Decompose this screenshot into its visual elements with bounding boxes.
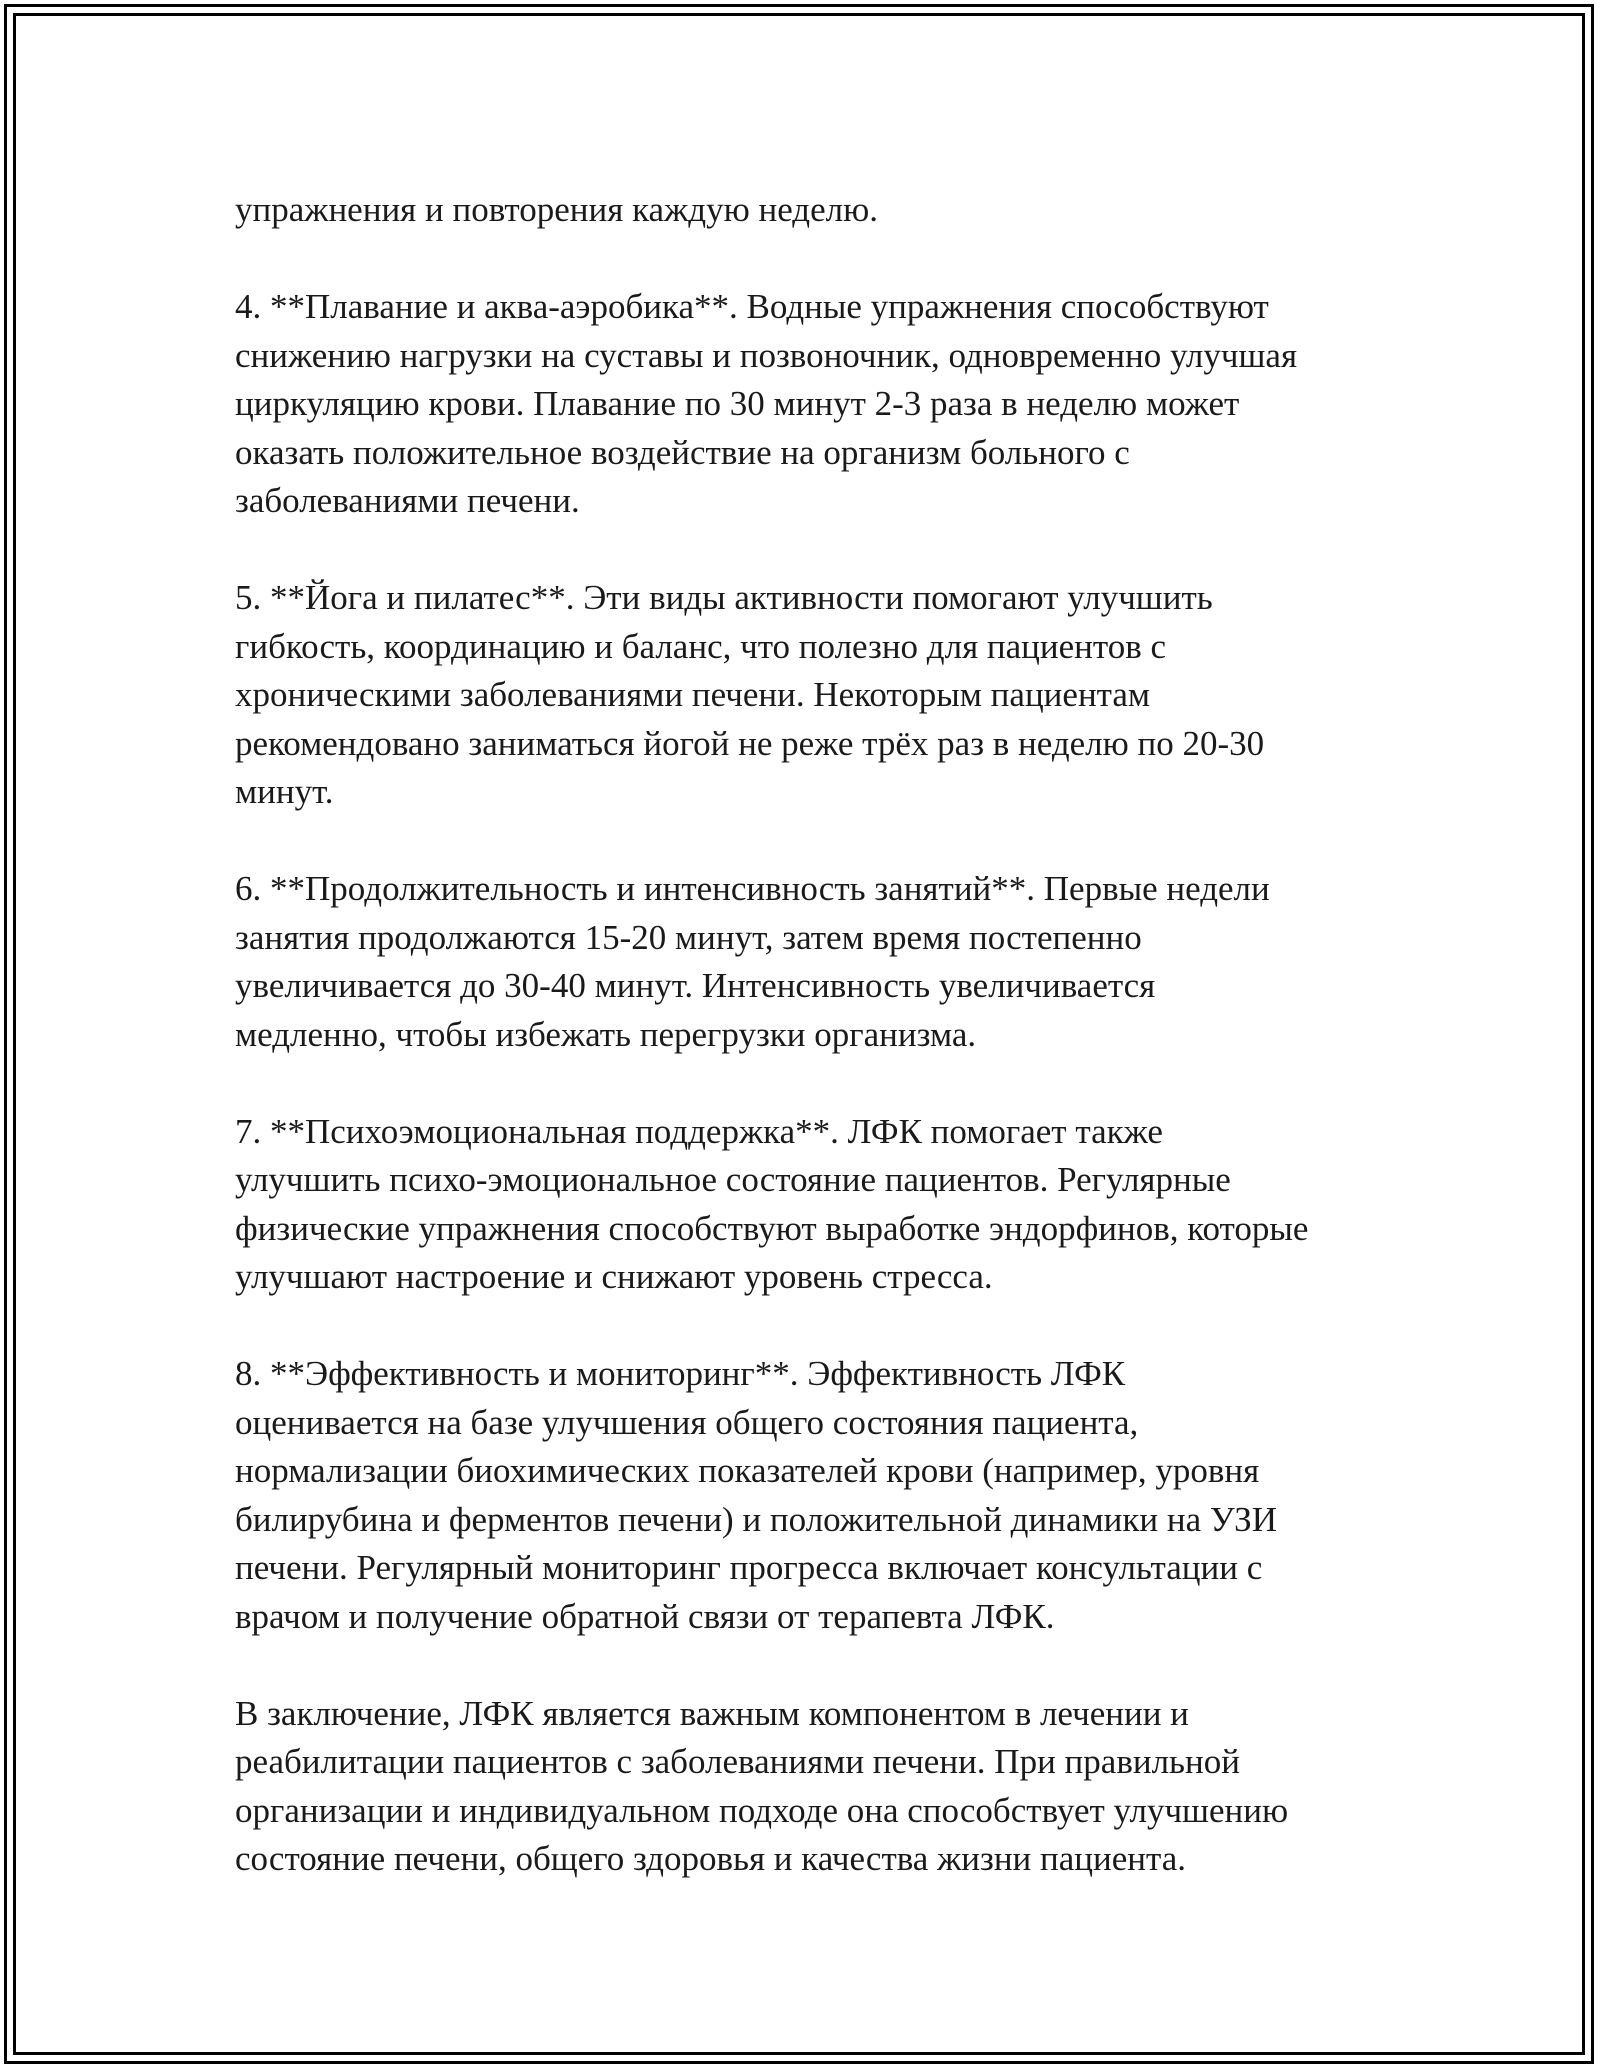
text-line: состояние печени, общего здоровья и качества жизни пациента. — [235, 1839, 1187, 1878]
paragraph-effectiveness-monitoring — [235, 1350, 1375, 1641]
text-line: снижению нагрузки на суставы и позвоночник, одновременно улучшая — [235, 335, 1298, 375]
text-line: 6. **Продолжительность и интенсивность занятий**. Первые недели — [235, 869, 1270, 908]
text-line: 4. **Плавание и аква-аэробика**. Водные упражнения способствуют — [235, 287, 1269, 326]
text-line: врачом и получение обратной связи от терапевта ЛФК. — [235, 1596, 1055, 1636]
text-line: В заключение, ЛФК является важным компонентом в лечении и — [235, 1693, 1189, 1733]
text-line: 8. **Эффективность и мониторинг**. Эффективность ЛФК — [235, 1354, 1126, 1393]
paragraph-intro-continuation — [235, 186, 1375, 235]
text-line: увеличивается до 30-40 минут. Интенсивность увеличивается — [235, 966, 1156, 1005]
text-line: 7. **Психоэмоциональная поддержка**. ЛФК помогает также — [235, 1111, 1163, 1151]
text-line: медленно, чтобы избежать перегрузки организма. — [235, 1014, 977, 1054]
text-line: гибкость, координацию и баланс, что полезно для пациентов с — [235, 626, 1167, 666]
text-line: оказать положительное воздействие на организм больного с — [235, 432, 1130, 472]
text-line: упражнения и повторения каждую неделю. — [235, 190, 878, 229]
paragraph-yoga — [235, 574, 1375, 817]
text-line: улучшить психо-эмоциональное состояние пациентов. Регулярные — [235, 1160, 1231, 1199]
text-line: билирубина и ферментов печени) и положительной динамики на УЗИ — [235, 1499, 1277, 1539]
paragraph-swimming — [235, 283, 1375, 526]
text-line: минут. — [235, 772, 334, 811]
text-line: оценивается на базе улучшения общего состояния пациента, — [235, 1402, 1139, 1442]
text-line: циркуляцию крови. Плавание по 30 минут 2-3 раза в неделю может — [235, 384, 1240, 423]
text-line: нормализации биохимических показателей крови (например, уровня — [235, 1451, 1260, 1490]
paragraph-duration-intensity — [235, 865, 1375, 1059]
paragraph-psycho-support — [235, 1108, 1375, 1302]
document-body — [235, 186, 1375, 1884]
text-line: реабилитации пациентов с заболеваниями печени. При правильной — [235, 1742, 1240, 1781]
text-line: физические упражнения способствуют выработке эндорфинов, которые — [235, 1208, 1309, 1248]
text-line: рекомендовано заниматься йогой не реже трёх раз в неделю по 20-30 — [235, 723, 1265, 763]
text-line: улучшают настроение и снижают уровень стресса. — [235, 1257, 993, 1296]
text-line: печени. Регулярный мониторинг прогресса включает консультации с — [235, 1548, 1263, 1587]
text-line: заболеваниями печени. — [235, 481, 580, 520]
paragraph-conclusion — [235, 1690, 1375, 1884]
text-line: занятия продолжаются 15-20 минут, затем время постепенно — [235, 917, 1142, 957]
text-line: организации и индивидуальном подходе она способствует улучшению — [235, 1790, 1289, 1830]
text-line: хроническими заболеваниями печени. Некоторым пациентам — [235, 675, 1151, 714]
text-line: 5. **Йога и пилатес**. Эти виды активности помогают улучшить — [235, 578, 1213, 617]
